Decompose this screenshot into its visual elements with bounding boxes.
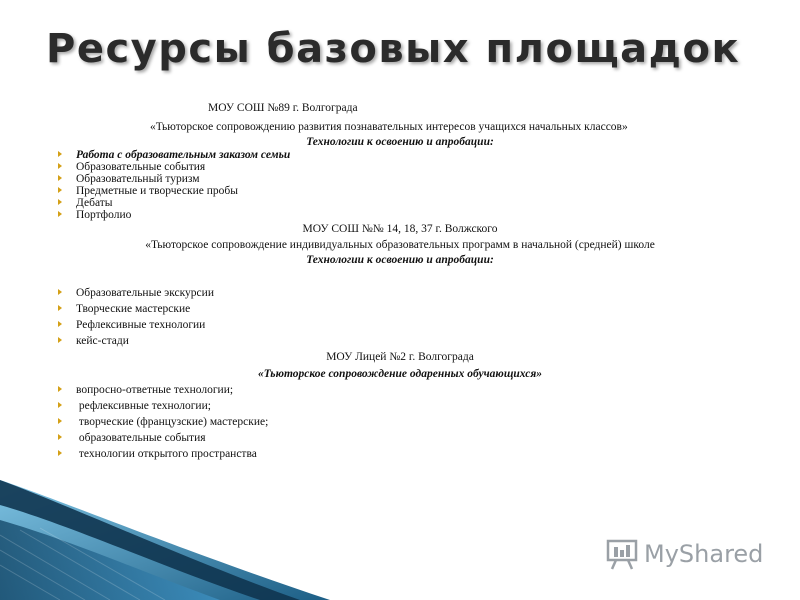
list-item: Образовательные экскурсии (58, 287, 214, 300)
bullet-arrow-icon (58, 163, 62, 169)
bullet-arrow-icon (58, 337, 62, 343)
bullet-arrow-icon (58, 175, 62, 181)
list-item: Творческие мастерские (58, 303, 190, 316)
list-item: рефлексивные технологии; (58, 400, 211, 413)
bullet-arrow-icon (58, 199, 62, 205)
list-item: творческие (французские) мастерские; (58, 416, 268, 429)
list-item: Дебаты (58, 197, 113, 210)
logo-text: MyShared (644, 540, 764, 568)
bullet-arrow-icon (58, 402, 62, 408)
list-item: Образовательный туризм (58, 173, 200, 186)
bullet-arrow-icon (58, 434, 62, 440)
bullet-arrow-icon (58, 187, 62, 193)
list-item: технологии открытого пространства (58, 448, 257, 461)
school-name-2: МОУ СОШ №№ 14, 18, 37 г. Волжского (302, 223, 498, 235)
decorative-wave (0, 480, 330, 600)
tech-heading-1: Технологии к освоению и апробации: (306, 136, 494, 148)
list-item: вопросно-ответные технологии; (58, 384, 233, 397)
list-item: Образовательные события (58, 161, 205, 174)
presentation-board-icon (606, 538, 640, 570)
bullet-arrow-icon (58, 151, 62, 157)
list-item: Предметные и творческие пробы (58, 185, 238, 198)
bullet-arrow-icon (58, 386, 62, 392)
bullet-arrow-icon (58, 289, 62, 295)
bullet-arrow-icon (58, 321, 62, 327)
school-name-3: МОУ Лицей №2 г. Волгограда (326, 351, 474, 363)
list-item: Работа с образовательным заказом семьи (58, 149, 290, 162)
list-item: кейс-стади (58, 335, 129, 348)
section-theme-2: «Тьюторское сопровождение индивидуальных образовательных программ в начальной (средней) школе (145, 239, 655, 251)
list-item: Рефлексивные технологии (58, 319, 205, 332)
section-theme-1: «Тьюторское сопровождению развития познавательных интересов учащихся начальных классов» (150, 121, 628, 133)
school-name-1: МОУ СОШ №89 г. Волгограда (208, 102, 358, 114)
tech-heading-2: Технологии к освоению и апробации: (306, 254, 494, 266)
bullet-arrow-icon (58, 418, 62, 424)
list-item: Портфолио (58, 209, 131, 222)
bullet-arrow-icon (58, 305, 62, 311)
section-theme-3: «Тьюторское сопровождение одаренных обучающихся» (257, 368, 543, 380)
list-item: образовательные события (58, 432, 206, 445)
page-title: Ресурсы базовых площадок (46, 26, 741, 72)
myshared-logo (606, 538, 766, 572)
bullet-arrow-icon (58, 211, 62, 217)
bullet-arrow-icon (58, 450, 62, 456)
